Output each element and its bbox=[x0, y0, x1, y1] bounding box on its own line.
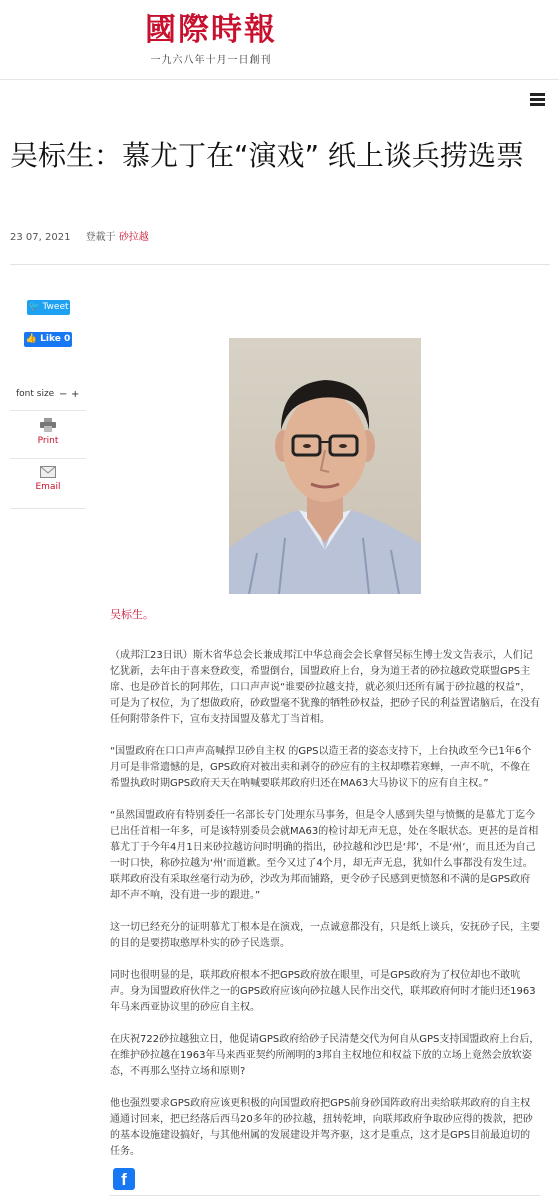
posted-in-label: 登載于 bbox=[85, 232, 116, 243]
article-paragraph: （成邦江23日讯）斯木省华总会长兼成邦江中华总商会会长拿督吴标生博士发文告表示，人们记忆犹新，去年由于喜来登政变，希盟倒台，国盟政府上台，身为道王者的砂拉越政党联盟GPS主席、也是砂首长的阿邦佐，口口声声说“谁要砂拉越支持，就必须归还所有属于砂拉越的权益”，可是为了权位，为了想做政府，砂政盟毫不犹豫的牺牲砂权益，把砂子民的利益置诸脑后，在没有任何附带条件下，宣布支持国盟及慕尤丁当首相。 bbox=[110, 650, 540, 725]
font-size-control bbox=[16, 389, 80, 400]
hamburger-menu-icon[interactable] bbox=[530, 93, 545, 107]
like-label: Like 0 bbox=[40, 334, 71, 344]
article-body bbox=[110, 648, 540, 1176]
article-meta bbox=[10, 228, 149, 243]
tweet-label: Tweet bbox=[42, 302, 69, 312]
article-paragraph: “国盟政府在口口声声高喊捍卫砂自主权 的GPS以造王者的姿态支持下，上台执政至今已1年6个月可是非常遗憾的是，GPS政府对被出卖和剥夺的砂应有的主权却噤若寒蝉，一声不吭，不像在希盟执政时期GPS政府天天在呐喊要联邦政府归还在MA63大马协议下的应有自主权。” bbox=[110, 746, 532, 789]
email-button[interactable] bbox=[10, 466, 86, 492]
font-size-label: font size bbox=[16, 389, 55, 399]
article-paragraph: 这一切已经充分的证明慕尤丁根本是在演戏，一点诚意都没有，只是纸上谈兵，安抚砂子民，主要的目的是要捞取憨厚朴实的砂子民选票。 bbox=[110, 922, 540, 949]
article-paragraph: 同时也很明显的是，联邦政府根本不把GPS政府放在眼里，可是GPS政府为了权位却也不敢吭声。身为国盟政府伙伴之一的GPS政府应该向砂拉越人民作出交代，联邦政府何时才能归还1963年马来西亚协议里的砂应自主权。 bbox=[110, 970, 536, 1013]
article-title: 吴标生：慕尤丁在“演戏” 纸上谈兵捞选票 bbox=[10, 139, 524, 172]
facebook-share-button[interactable] bbox=[113, 1168, 135, 1190]
facebook-like-button[interactable] bbox=[24, 332, 72, 347]
portrait-image bbox=[229, 338, 421, 594]
tweet-button[interactable] bbox=[27, 300, 70, 315]
font-decrease-button[interactable]: − bbox=[59, 389, 68, 400]
tool-divider bbox=[10, 458, 86, 459]
facebook-f-icon: f bbox=[121, 1170, 127, 1189]
meta-divider bbox=[10, 264, 550, 265]
twitter-bird-icon: 🐦 bbox=[28, 302, 40, 312]
article-paragraph: 他也强烈要求GPS政府应该更积极的向国盟政府把GPS前身砂国阵政府出卖给联邦政府的自主权通通讨回来，把已经落后西马20多年的砂拉越，扭转乾坤，向联邦政府争取砂应得的拨款，把砂的基本设施建设搞好，与其他州属的发展建设并驾齐驱，这才是重点，这才是GPS目前最迫切的任务。 bbox=[110, 1098, 533, 1157]
site-logo[interactable] bbox=[141, 10, 281, 72]
printer-icon bbox=[40, 418, 56, 432]
bottom-divider bbox=[110, 1195, 540, 1196]
tool-divider bbox=[10, 410, 86, 411]
photo-caption: 吴标生。 bbox=[110, 608, 154, 621]
email-label: Email bbox=[35, 482, 61, 492]
logo-name: 國際時報 bbox=[145, 12, 277, 48]
print-label: Print bbox=[37, 436, 59, 446]
font-increase-button[interactable]: + bbox=[71, 389, 80, 400]
article-date: 23 07, 2021 bbox=[10, 232, 71, 243]
article-paragraph: “虽然国盟政府有特别委任一名部长专门处理东马事务，但是令人感到失望与愤慨的是慕尤丁迄今已出任首相一年多，可是该特别委员会就MA63的检讨却无声无息，处在冬眠状态。更甚的是首相慕尤丁于今年4月1日来砂拉越访问时明确的指出，砂拉越和沙巴是‘邦’，不是‘州’，而且还为自己一时口快，称砂拉越为‘州’而道歉。至今又过了4个月，却无声无息，犹如什么事都没有发生过。联邦政府没有采取丝毫行动为砂，沙改为邦而铺路，更令砂子民感到更愤怒和不满的是GPS政府却不声不响，没有进一步的跟进。” bbox=[110, 810, 539, 901]
article-paragraph: 在庆祝722砂拉越独立日，他促请GPS政府给砂子民清楚交代为何自从GPS支持国盟政府上台后，在维护砂拉越在1963年马来西亚契约所阐明的3邦自主权地位和权益下放的立场上竟然会放软姿态，不再那么坚持立场和原则? bbox=[110, 1034, 540, 1077]
tool-divider bbox=[10, 508, 86, 509]
category-link[interactable]: 砂拉越 bbox=[118, 232, 149, 243]
facebook-thumb-icon: 👍 bbox=[25, 334, 37, 344]
print-button[interactable] bbox=[10, 418, 86, 446]
envelope-icon bbox=[40, 466, 56, 478]
article-photo bbox=[229, 338, 421, 594]
logo-tagline: 一九六八年十月一日創刊 bbox=[150, 55, 272, 66]
site-header bbox=[0, 0, 559, 80]
